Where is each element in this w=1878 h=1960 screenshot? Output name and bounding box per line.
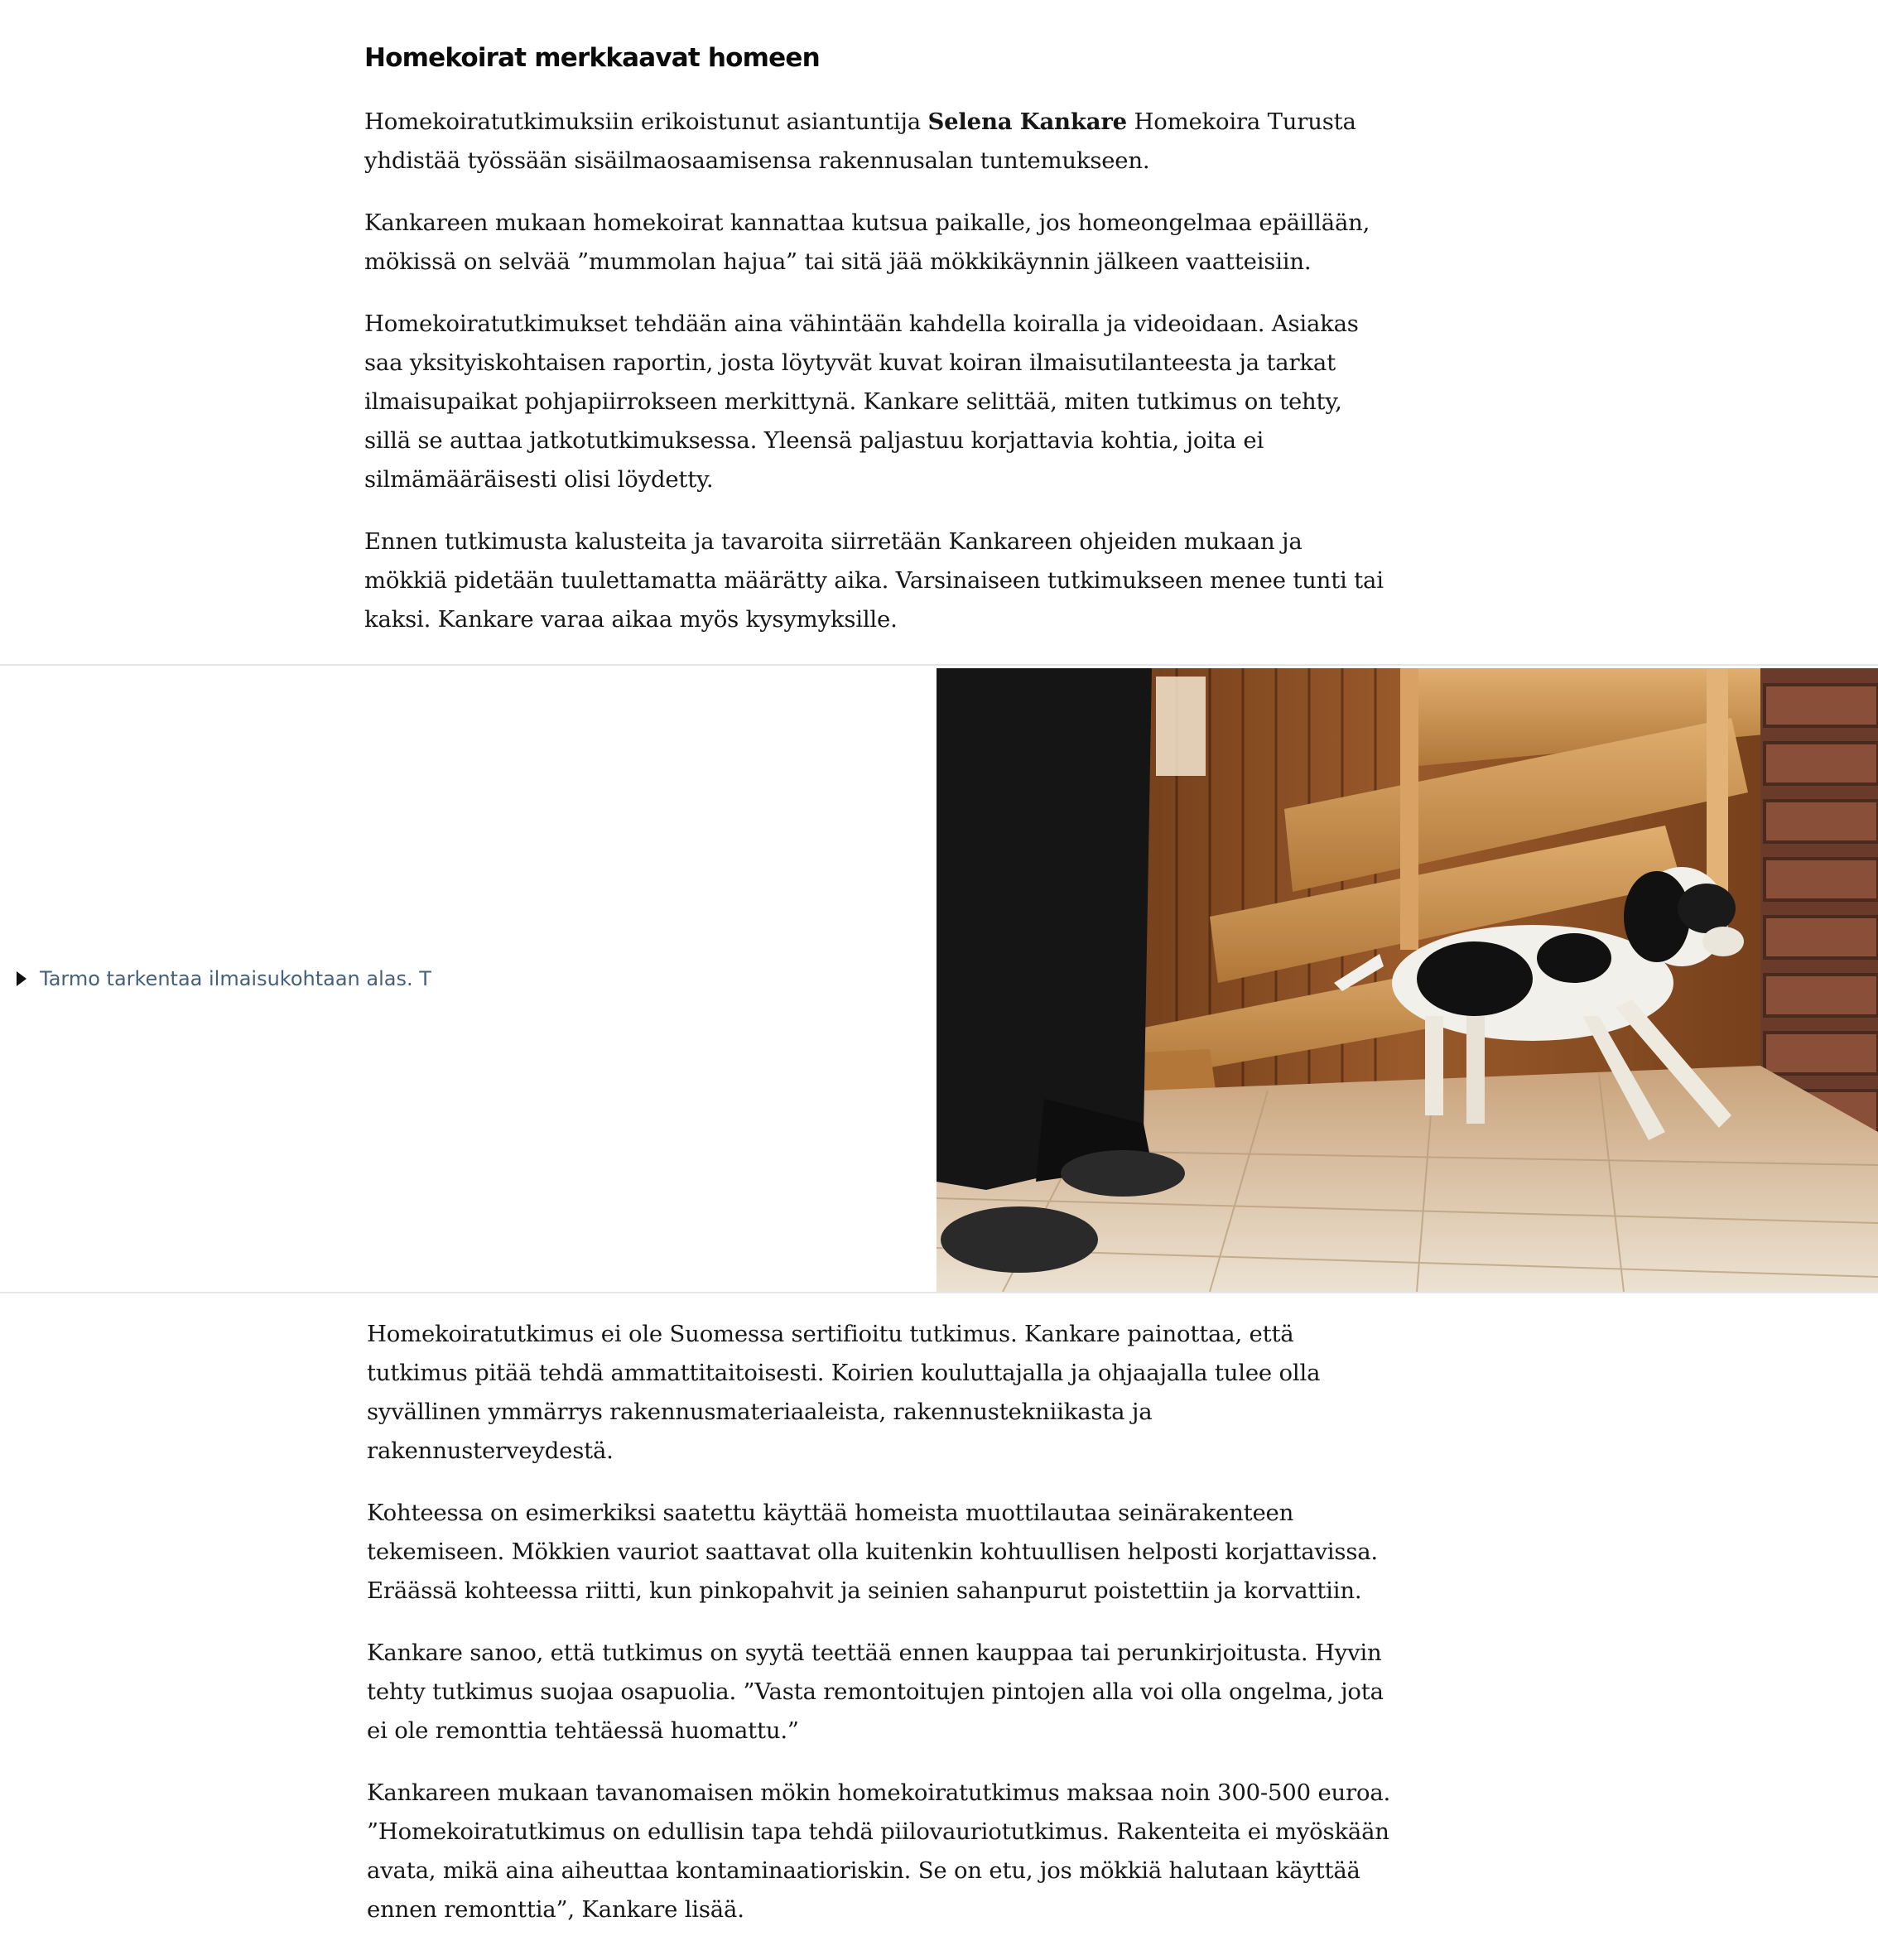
body-paragraph: Homekoiratutkimus ei ole Suomessa sertifioitu tutkimus. Kankare painottaa, että tutkimus pitää tehdä ammattitaitoisesti. Koirien kouluttajalla ja ohjaajalla tulee olla syvällinen ymmärrys rakennusmateriaaleista, rakennustekniikasta ja rakennusterveydestä. bbox=[367, 1321, 1321, 1464]
intro-text-before: Homekoiratutkimuksiin erikoistunut asiantuntija bbox=[364, 108, 928, 135]
dog-in-sauna-photo bbox=[937, 668, 1878, 1292]
body-paragraph: Kankareen mukaan homekoirat kannattaa kutsua paikalle, jos homeongelmaa epäillään, mökissä on selvää ”mummolan hajua” tai sitä jää mökkikäynnin jälkeen vaatteisiin. bbox=[364, 209, 1370, 275]
body-paragraph: Kankareen mukaan tavanomaisen mökin homekoiratutkimus maksaa noin 300-500 euroa. ”Homekoiratutkimus on edullisin tapa tehdä piilovauriotutkimus. Rakenteita ei myöskään avata, mikä aina aiheuttaa kontaminaatioriskin. Se on etu, jos mökkiä halutaan käyttää ennen remonttia”, Kankare lisää. bbox=[367, 1779, 1391, 1923]
intro-text-after: Homekoira Turusta yhdistää työssään sisäilmaosaamisensa rakennusalan tuntemukseen. bbox=[364, 108, 1356, 174]
intro-paragraph bbox=[364, 103, 1391, 181]
body-paragraph: Homekoiratutkimukset tehdään aina vähintään kahdella koiralla ja videoidaan. Asiakas saa yksityiskohtaisen raportin, josta löytyvät kuvat koiran ilmaisutilanteesta ja tarkat ilmaisupaikat pohjapiirrokseen merkittynä. Kankare selittää, miten tutkimus on tehty, sillä se auttaa jatkotutkimuksessa. Yleensä paljastuu korjattavia kohtia, joita ei silmämääräisesti olisi löydetty. bbox=[364, 311, 1359, 493]
expert-name: Selena Kankare bbox=[927, 108, 1127, 135]
photo-figure bbox=[0, 664, 1878, 1293]
caption-toggle-label[interactable]: Tarmo tarkentaa ilmaisukohtaan alas. T bbox=[40, 967, 431, 990]
body-paragraph: Kankare sanoo, että tutkimus on syytä teettää ennen kauppaa tai perunkirjoitusta. Hyvin tehty tutkimus suojaa osapuolia. ”Vasta remontoitujen pintojen alla voi olla ongelma, jota ei ole remonttia tehtäessä huomattu.” bbox=[367, 1640, 1384, 1744]
section-subheading: Homekoirat merkkaavat homeen bbox=[364, 43, 820, 73]
article-top-section bbox=[364, 36, 1391, 662]
body-paragraph: Kohteessa on esimerkiksi saatettu käyttää homeista muottilautaa seinärakenteen tekemiseen. Mökkien vauriot saattavat olla kuitenkin kohtuullisen helposti korjattavissa. Eräässä kohteessa riitti, kun pinkopahvit ja seinien sahanpurut poistettiin ja korvattiin. bbox=[367, 1500, 1378, 1604]
disclosure-triangle-right-icon[interactable] bbox=[17, 971, 26, 986]
article-bottom-section bbox=[367, 1315, 1394, 1953]
body-paragraph: Ennen tutkimusta kalusteita ja tavaroita siirretään Kankareen ohjeiden mukaan ja mökkiä pidetään tuulettamatta määrätty aika. Varsinaiseen tutkimukseen menee tunti tai kaksi. Kankare varaa aikaa myös kysymyksille. bbox=[364, 528, 1384, 633]
caption-toggle[interactable] bbox=[17, 967, 431, 990]
